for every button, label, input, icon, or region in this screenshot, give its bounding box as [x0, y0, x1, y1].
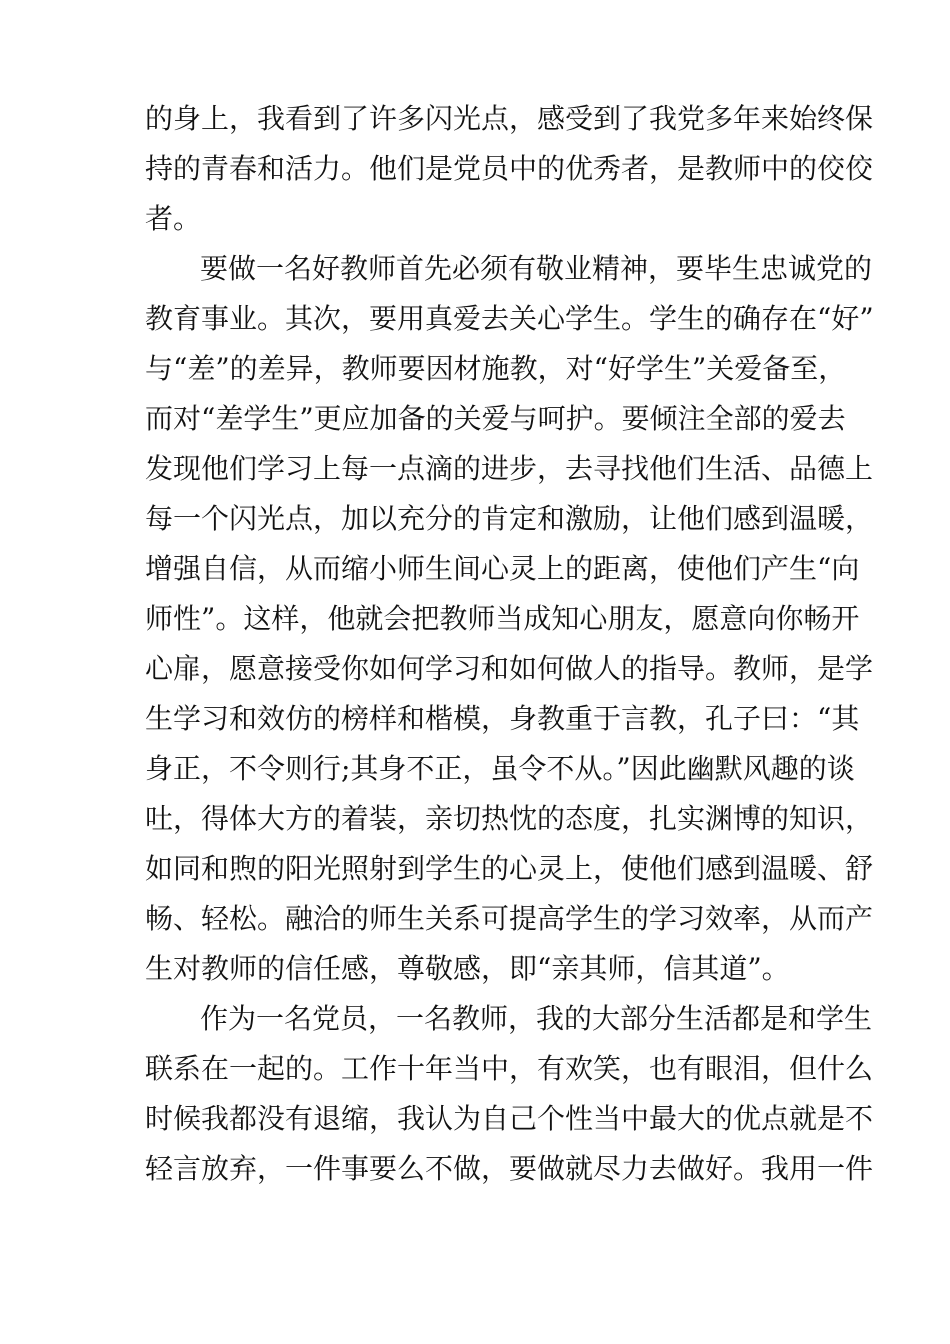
- text-line: 教育事业。其次，要用真爱去关心学生。学生的确存在“好”: [145, 302, 874, 335]
- text-line: 师性”。这样，他就会把教师当成知心朋友，愿意向你畅开: [145, 602, 860, 635]
- text-line: 联系在一起的。工作十年当中，有欢笑，也有眼泪，但什么: [145, 1052, 874, 1085]
- text-line: 增强自信，从而缩小师生间心灵上的距离，使他们产生“向: [145, 552, 860, 585]
- text-line: 的身上，我看到了许多闪光点，感受到了我党多年来始终保: [145, 102, 874, 135]
- paragraph-first-line: 要做一名好教师首先必须有敬业精神，要毕生忠诚党的: [200, 252, 873, 285]
- text-line: 与“差”的差异，教师要因材施教，对“好学生”关爱备至，: [145, 352, 847, 385]
- text-line: 而对“差学生”更应加备的关爱与呵护。要倾注全部的爱去: [145, 402, 846, 435]
- text-line: 持的青春和活力。他们是党员中的优秀者，是教师中的佼佼: [145, 152, 874, 185]
- text-line: 者。: [145, 202, 202, 235]
- text-line: 生学习和效仿的榜样和楷模，身教重于言教，孔子曰：“其: [145, 702, 860, 735]
- text-line: 轻言放弃，一件事要么不做，要做就尽力去做好。我用一件: [145, 1152, 874, 1185]
- text-line: 每一个闪光点，加以充分的肯定和激励，让他们感到温暖，: [145, 502, 874, 535]
- text-line: 发现他们学习上每一点滴的进步，去寻找他们生活、品德上: [145, 452, 874, 485]
- paragraph-first-line: 作为一名党员，一名教师，我的大部分生活都是和学生: [200, 1002, 873, 1035]
- text-line: 如同和煦的阳光照射到学生的心灵上，使他们感到温暖、舒: [145, 852, 874, 885]
- text-line: 时候我都没有退缩，我认为自己个性当中最大的优点就是不: [145, 1102, 874, 1135]
- text-line: 身正，不令则行;其身不正，虽令不从。”因此幽默风趣的谈: [145, 752, 855, 785]
- text-line: 心扉，愿意接受你如何学习和如何做人的指导。教师，是学: [145, 652, 874, 685]
- text-line: 畅、轻松。融洽的师生关系可提高学生的学习效率，从而产: [145, 902, 874, 935]
- text-line: 生对教师的信任感，尊敬感，即“亲其师，信其道”。: [145, 952, 790, 985]
- text-line: 吐，得体大方的着装，亲切热忱的态度，扎实渊博的知识，: [145, 802, 874, 835]
